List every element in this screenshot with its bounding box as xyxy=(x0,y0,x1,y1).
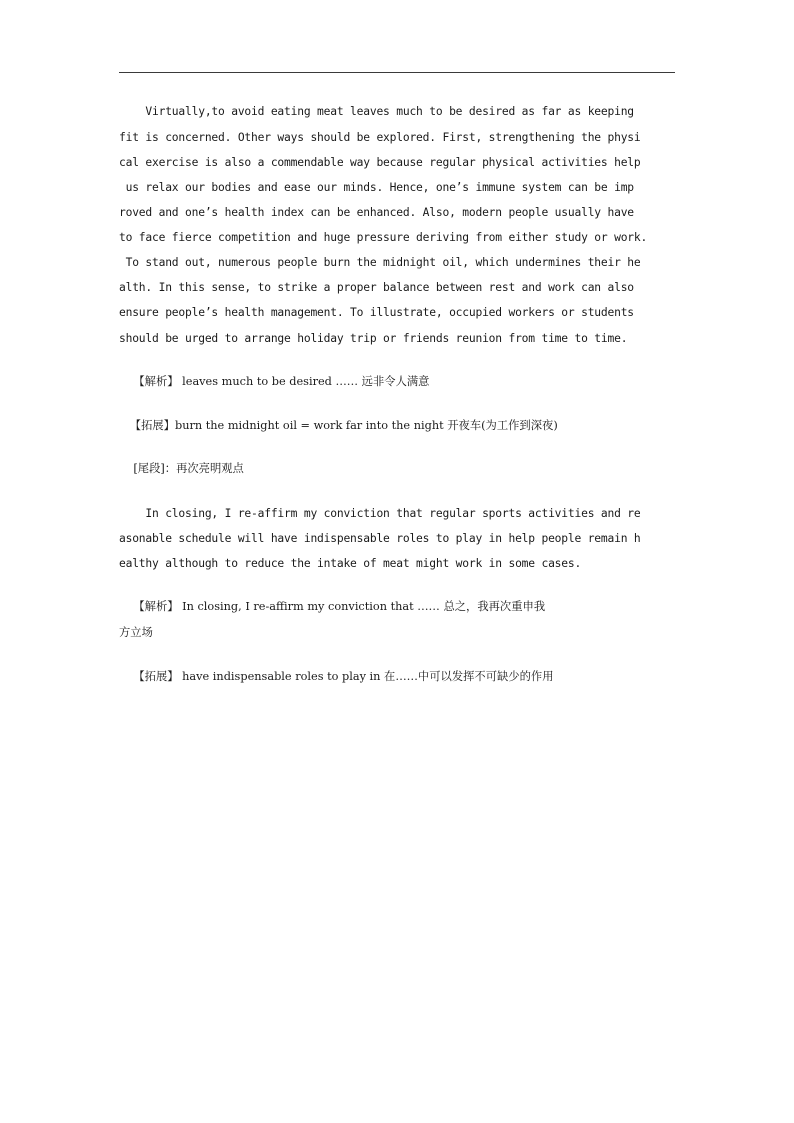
extension-note: 【拓展】burn the midnight oil = work far into the night 开夜车(为工作到深夜) xyxy=(119,419,558,432)
body-paragraph-line: alth. In this sense, to strike a proper balance between rest and work can also xyxy=(119,281,634,294)
body-paragraph-line: should be urged to arrange holiday trip or friends reunion from time to time. xyxy=(119,332,628,345)
header-rule xyxy=(119,72,675,73)
body-paragraph-line: roved and one’s health index can be enhanced. Also, modern people usually have xyxy=(119,206,634,219)
analysis-note: 【解析】 In closing, I re-affirm my conviction that …… 总之，我再次重申我 xyxy=(119,600,546,613)
closing-paragraph-line: In closing, I re-affirm my conviction that regular sports activities and re xyxy=(119,507,641,520)
analysis-note: 【解析】 leaves much to be desired …… 远非令人满意 xyxy=(119,375,430,388)
body-paragraph-line: us relax our bodies and ease our minds. Hence, one’s immune system can be imp xyxy=(119,181,634,194)
body-paragraph-line: ensure people’s health management. To illustrate, occupied workers or students xyxy=(119,306,634,319)
body-paragraph-line: To stand out, numerous people burn the midnight oil, which undermines their he xyxy=(119,256,641,269)
body-paragraph-line: cal exercise is also a commendable way because regular physical activities help xyxy=(119,156,641,169)
section-heading: [尾段]：再次亮明观点 xyxy=(119,462,244,475)
closing-paragraph-line: asonable schedule will have indispensable roles to play in help people remain h xyxy=(119,532,641,545)
extension-note: 【拓展】 have indispensable roles to play in 在……中可以发挥不可缺少的作用 xyxy=(119,670,554,683)
analysis-note-continuation: 方立场 xyxy=(119,626,153,639)
closing-paragraph-line: ealthy although to reduce the intake of meat might work in some cases. xyxy=(119,557,582,570)
body-paragraph-line: fit is concerned. Other ways should be explored. First, strengthening the physi xyxy=(119,131,641,144)
body-paragraph-line: Virtually,to avoid eating meat leaves much to be desired as far as keeping xyxy=(119,105,634,118)
body-paragraph-line: to face fierce competition and huge pressure deriving from either study or work. xyxy=(119,231,648,244)
